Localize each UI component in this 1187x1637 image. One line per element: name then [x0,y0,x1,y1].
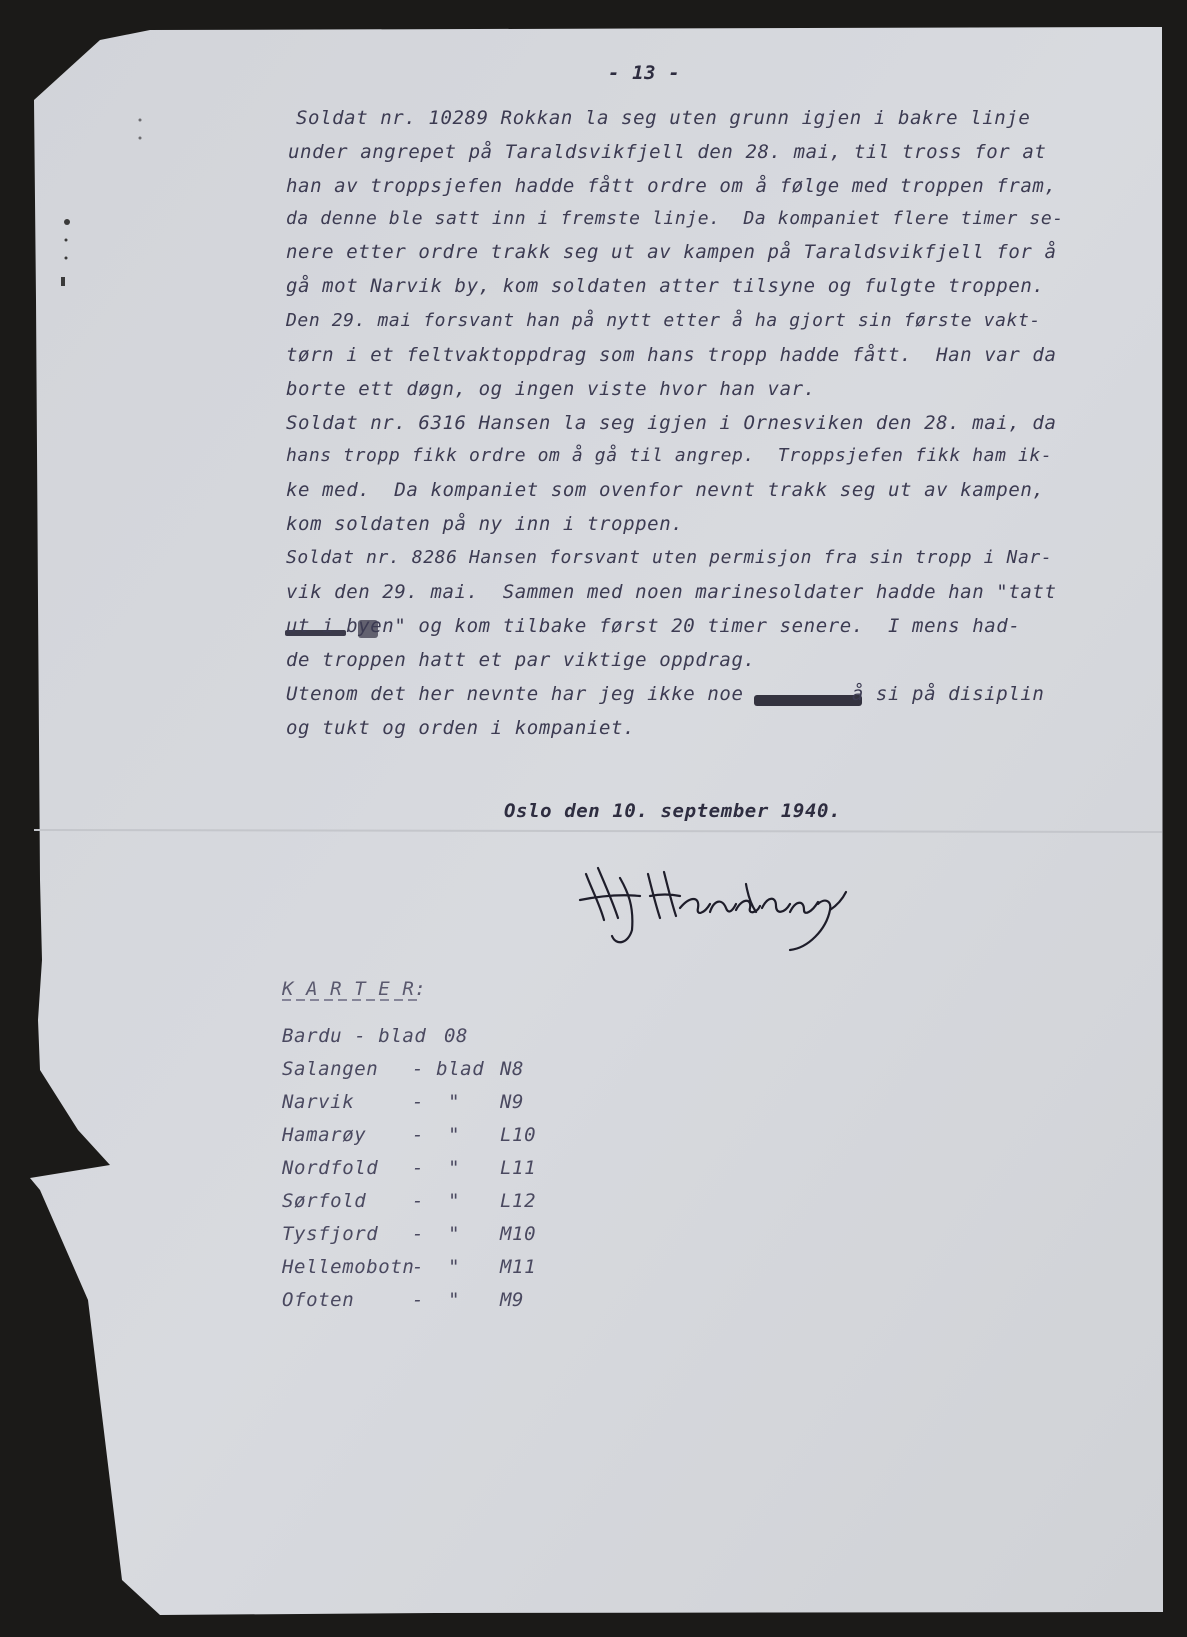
paper-outline [30,27,1163,1615]
map-sheet: L10 [500,1124,537,1146]
map-name: Salangen [282,1058,379,1080]
map-sheet: M11 [500,1256,537,1278]
body-line: Soldat nr. 6316 Hansen la seg igjen i Ornesviken den 28. mai, da [286,412,1057,434]
map-sheet: M10 [500,1223,537,1245]
maps-heading: K A R T E R: [282,978,427,1000]
map-sheet: L12 [500,1190,537,1212]
map-ditto: - " [412,1256,461,1278]
map-sheet: M9 [500,1289,525,1311]
body-line: ke med. Da kompaniet som ovenfor nevnt trakk seg ut av kampen, [286,479,1045,501]
map-ditto: - " [412,1091,461,1113]
body-line: hans tropp fikk ordre om å gå til angrep. Troppsjefen fikk ham ik- [286,445,1053,466]
map-sheet: N9 [500,1091,525,1113]
struck-word-vesentlig [754,695,862,706]
body-line: nere etter ordre trakk seg ut av kampen på Taraldsvikfjell for å [286,241,1057,263]
page-number: - 13 - [608,62,681,84]
map-name: Nordfold [282,1157,379,1179]
map-name: Sørfold [282,1190,367,1212]
map-name: Tysfjord [282,1223,379,1245]
map-ditto: - " [412,1190,461,1212]
body-line: vik den 29. mai. Sammen med noen marinesoldater hadde han "tatt [286,581,1057,603]
map-sheet: N8 [500,1058,525,1080]
body-line: da denne ble satt inn i fremste linje. Da kompaniet flere timer se- [286,208,1064,229]
struck-word-i [358,620,378,638]
map-sheet: 08 [444,1025,469,1047]
body-line: under angrepet på Taraldsvikfjell den 28. mai, til tross for at [288,141,1047,163]
body-line: Utenom det her nevnte har jeg ikke noe å si på disiplin [286,683,1045,705]
body-line: ut i byen" og kom tilbake først 20 timer senere. I mens had- [286,615,1021,637]
map-name: Bardu - blad [282,1025,427,1047]
map-ditto: - " [412,1124,461,1146]
body-line: gå mot Narvik by, kom soldaten atter tilsyne og fulgte troppen. [286,275,1045,297]
body-line: han av troppsjefen hadde fått ordre om å følge med troppen fram, [286,175,1057,197]
map-name: Ofoten [282,1289,355,1311]
place-date: Oslo den 10. september 1940. [504,800,842,822]
map-ditto: - " [412,1223,461,1245]
map-sheet: L11 [500,1157,537,1179]
map-name: Hamarøy [282,1124,367,1146]
map-ditto: - " [412,1289,461,1311]
body-line: borte ett døgn, og ingen viste hvor han var. [286,378,816,400]
map-ditto: - " [412,1157,461,1179]
body-line: de troppen hatt et par viktige oppdrag. [286,649,756,671]
body-line: Den 29. mai forsvant han på nytt etter å ha gjort sin første vakt- [286,310,1041,331]
body-line: kom soldaten på ny inn i troppen. [286,513,684,535]
body-line: tørn i et feltvaktoppdrag som hans tropp hadde fått. Han var da [286,344,1057,366]
body-line: Soldat nr. 10289 Rokkan la seg uten grunn igjen i bakre linje [296,107,1031,129]
body-line: og tukt og orden i kompaniet. [286,717,636,739]
map-name: Hellemobotn [282,1256,415,1278]
map-ditto: - blad [412,1058,485,1080]
struck-word-veien [285,630,346,636]
body-line: Soldat nr. 8286 Hansen forsvant uten permisjon fra sin tropp i Nar- [286,547,1053,568]
map-name: Narvik [282,1091,355,1113]
